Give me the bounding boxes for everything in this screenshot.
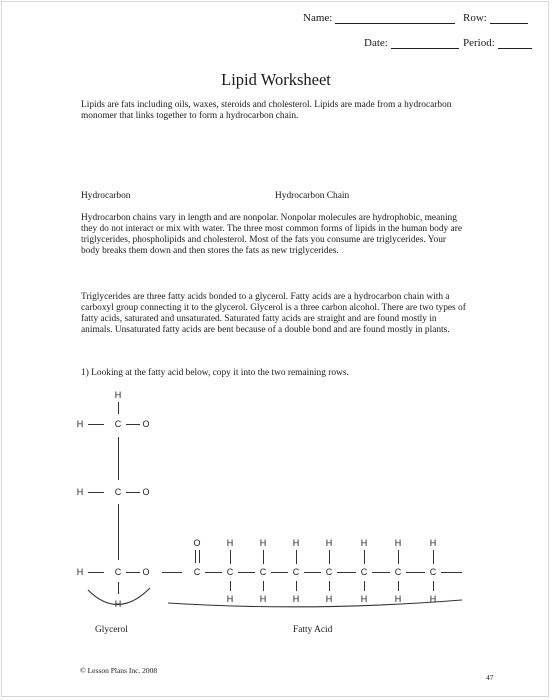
chain-top-h-3: H	[292, 538, 300, 548]
chain-bottom-h-7: H	[429, 594, 437, 604]
chain-c-5: C	[360, 567, 368, 577]
hydrocarbon-chain-label: Hydrocarbon Chain	[275, 191, 350, 201]
glycerol-o-2: O	[142, 487, 150, 497]
page-title: Lipid Worksheet	[221, 70, 331, 89]
chain-top-h-6: H	[394, 538, 402, 548]
fatty-acid-bracket	[168, 600, 462, 607]
chain-c-3: C	[292, 567, 300, 577]
question-1: 1) Looking at the fatty acid below, copy it into the two remaining rows.	[81, 368, 349, 378]
chain-c-2: C	[259, 567, 267, 577]
fatty-acid-label: Fatty Acid	[293, 625, 333, 635]
carbonyl-o: O	[193, 538, 201, 548]
glycerol-label: Glycerol	[95, 625, 128, 635]
chain-bottom-h-4: H	[325, 594, 333, 604]
period-label: Period:	[463, 37, 495, 49]
chain-top-h-1: H	[226, 538, 234, 548]
chain-c-6: C	[394, 567, 402, 577]
glycerol-bottom-h: H	[114, 599, 122, 609]
glycerol-h-2: H	[76, 487, 84, 497]
row-label: Row:	[463, 12, 487, 24]
chain-c-7: C	[429, 567, 437, 577]
date-label: Date:	[364, 37, 388, 49]
chain-top-h-4: H	[325, 538, 333, 548]
nonpolar-paragraph: Hydrocarbon chains vary in length and are nonpolar. Nonpolar molecules are hydrophobic, meaning they do not interact or mix with water. The three most common forms of lipids in the human body are triglycerides, phospholipids and cholesterol. Most of the fats you consume are triglycerides. Your body breaks them down and then stores the fats as new triglycerides.	[81, 213, 462, 257]
glycerol-c-2: C	[114, 487, 122, 497]
chain-bottom-h-6: H	[394, 594, 402, 604]
copyright-notice: © Lesson Plans Inc. 2008	[80, 666, 158, 675]
glycerol-h-1: H	[76, 419, 84, 429]
glycerol-bracket	[88, 588, 150, 605]
intro-paragraph: Lipids are fats including oils, waxes, steroids and cholesterol. Lipids are made from a hydrocarbon monomer that links together to form a hydrocarbon chain.	[81, 100, 452, 122]
glycerol-h-3: H	[76, 567, 84, 577]
chain-bottom-h-2: H	[259, 594, 267, 604]
chain-bottom-h-1: H	[226, 594, 234, 604]
chain-bottom-h-5: H	[360, 594, 368, 604]
chain-top-h-2: H	[259, 538, 267, 548]
glycerol-c-3: C	[114, 567, 122, 577]
chain-bottom-h-3: H	[292, 594, 300, 604]
chain-top-h-7: H	[429, 538, 437, 548]
glycerol-o-1: O	[142, 419, 150, 429]
name-label: Name:	[303, 12, 333, 24]
chain-c-1: C	[226, 567, 234, 577]
chain-c-4: C	[325, 567, 333, 577]
triglyceride-paragraph: Triglycerides are three fatty acids bonded to a glycerol. Fatty acids are a hydrocarbon chain with a carboxyl group connecting it to the glycerol. Glycerol is a three carbon alcohol. There are two types of fatty acids, saturated and unsaturated. Saturated fatty acids are straight and are found mostly in animals. Unsaturated fatty acids are bent because of a double bond and are found mostly in plants.	[81, 292, 466, 336]
glycerol-top-h: H	[114, 390, 122, 400]
page-number: 47	[486, 673, 494, 682]
carboxyl-c: C	[193, 567, 201, 577]
hydrocarbon-label: Hydrocarbon	[81, 191, 131, 201]
chain-top-h-5: H	[360, 538, 368, 548]
glycerol-o-3: O	[142, 567, 150, 577]
glycerol-c-1: C	[114, 419, 122, 429]
